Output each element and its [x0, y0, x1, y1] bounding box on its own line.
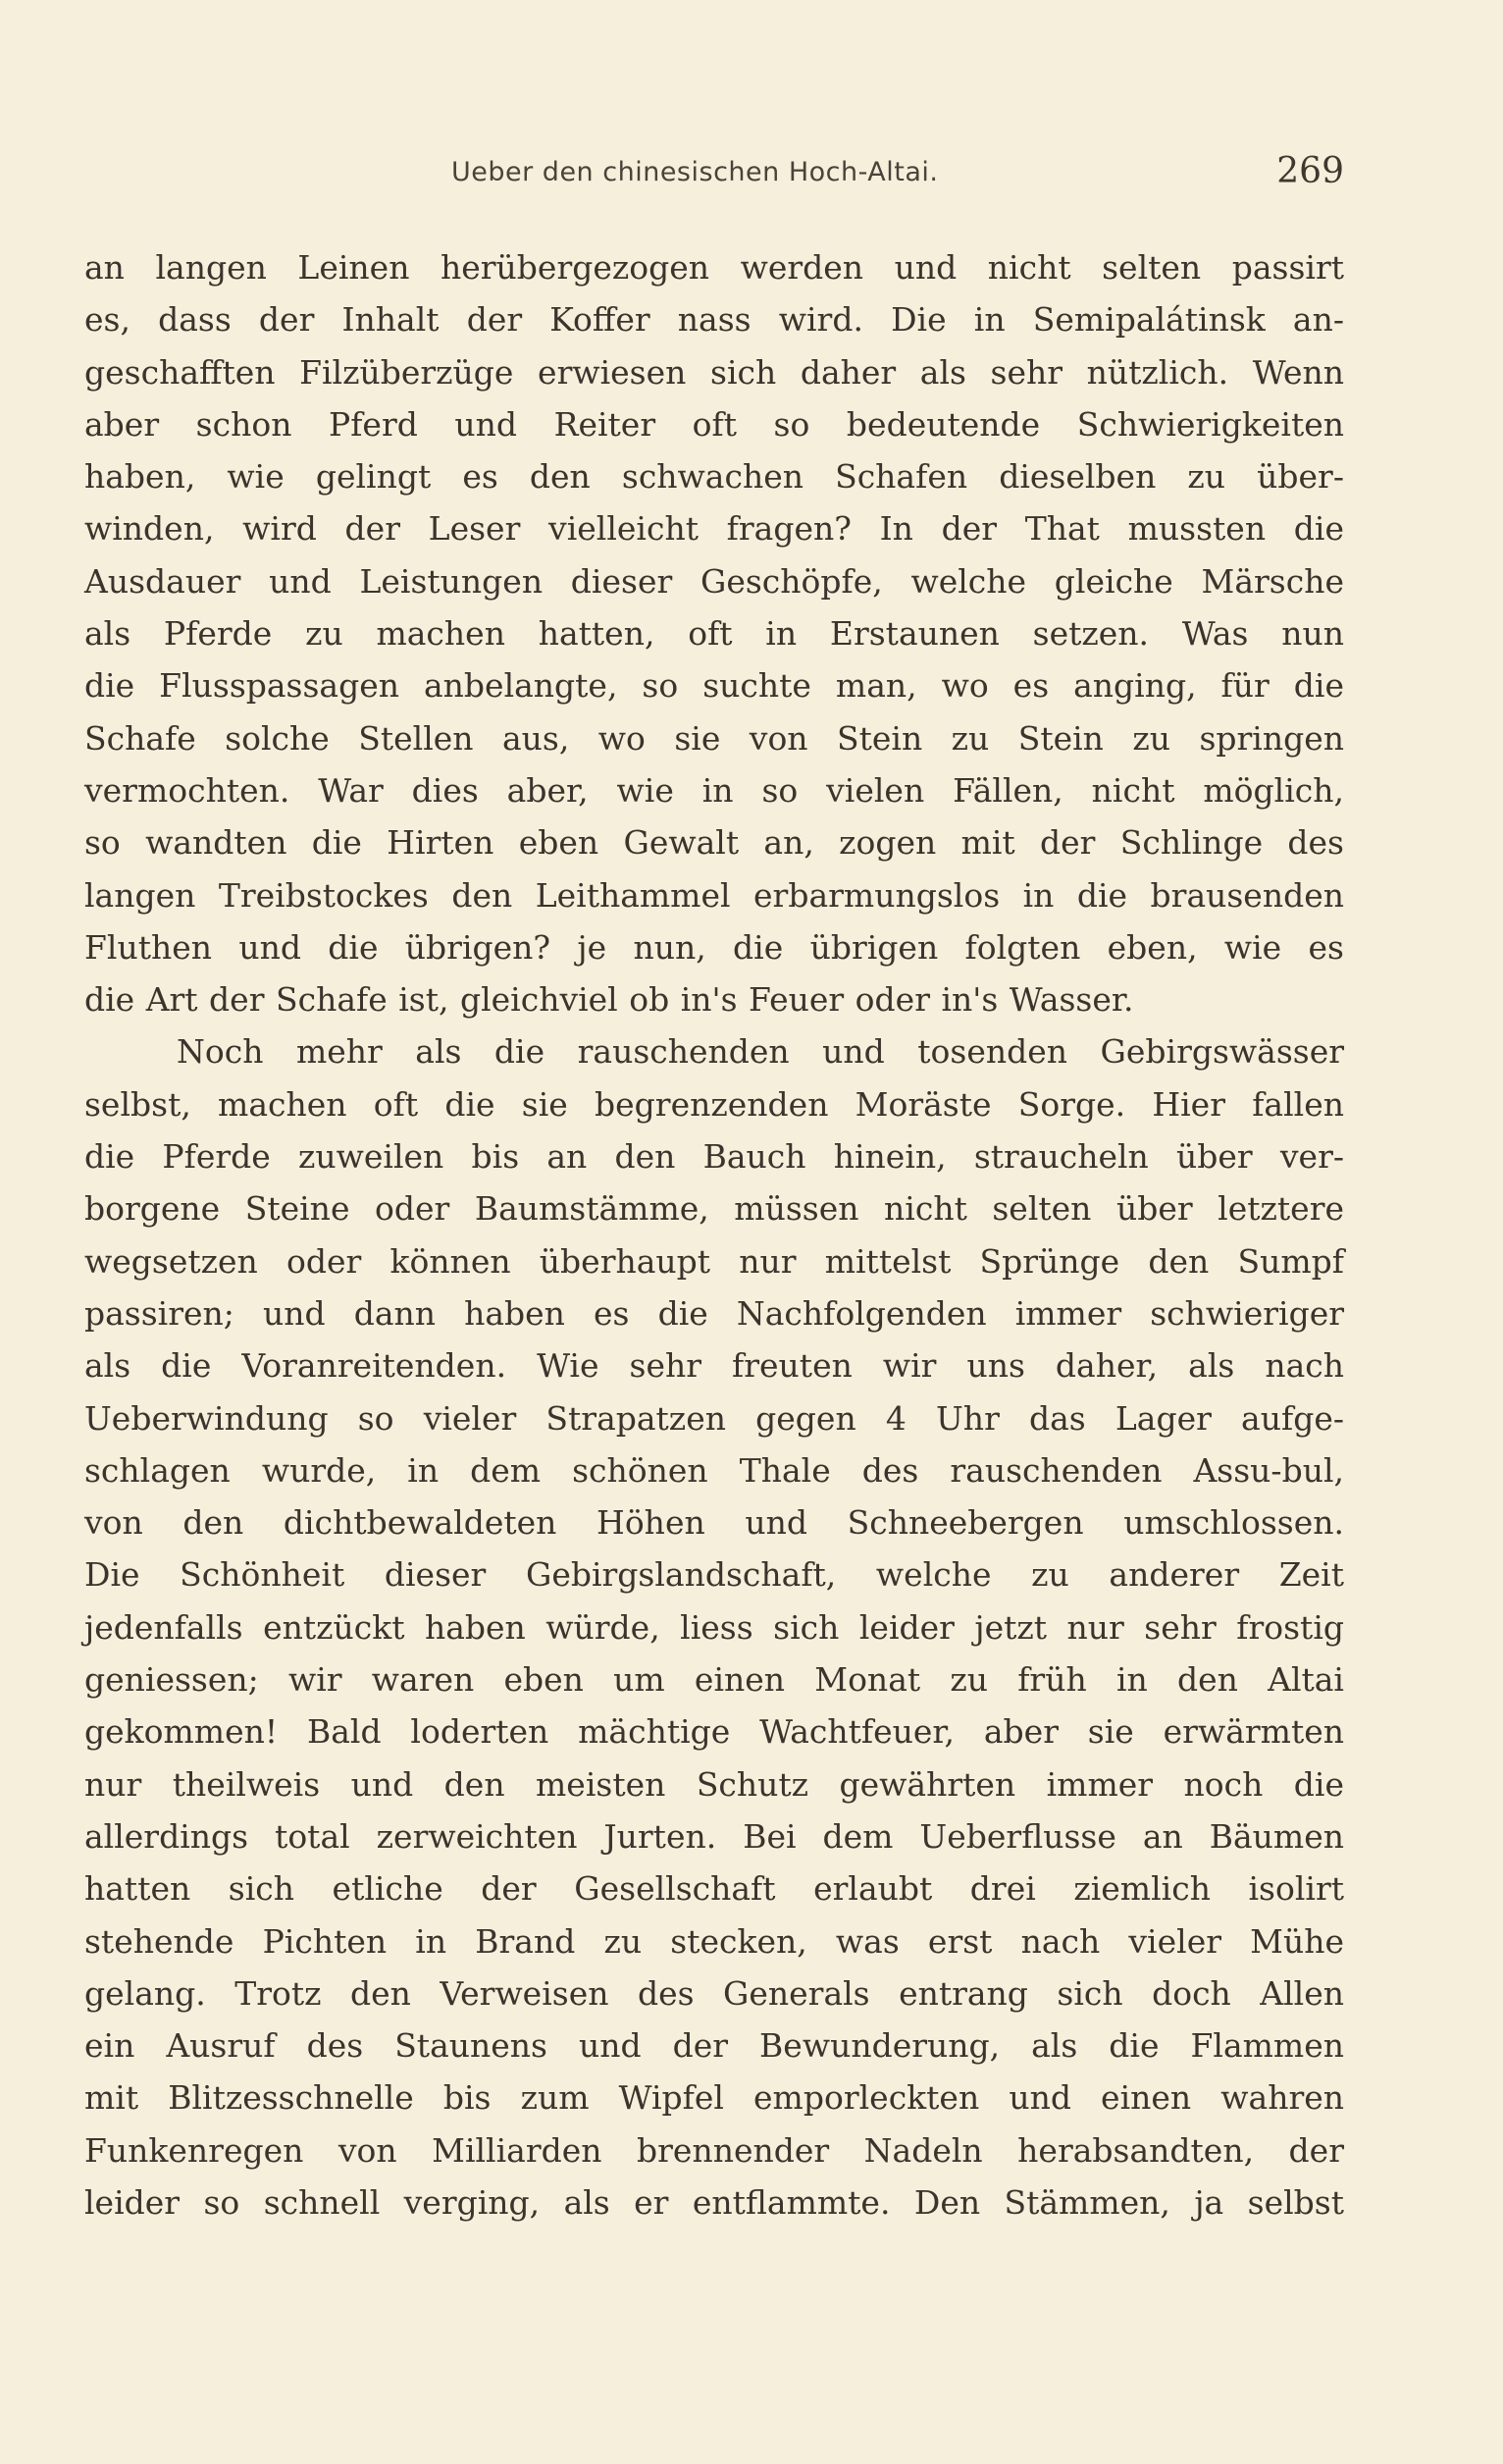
page-number: 269: [1276, 151, 1344, 191]
text-line: an langen Leinen herübergezogen werden und nicht selten passirt: [84, 248, 1344, 287]
text-line: jedenfalls entzückt haben würde, liess sich leider jetzt nur sehr frostig: [84, 1607, 1344, 1647]
text-line: winden, wird der Leser vielleicht fragen? In der That mussten die: [84, 509, 1344, 549]
text-line: geniessen; wir waren eben um einen Monat zu früh in den Altai: [84, 1660, 1344, 1700]
text-line: hatten sich etliche der Gesellschaft erlaubt drei ziemlich isolirt: [84, 1869, 1344, 1909]
text-line: die Art der Schafe ist, gleichviel ob in's Feuer oder in's Wasser.: [84, 980, 1134, 1020]
text-line: Ueberwindung so vieler Strapatzen gegen 4 Uhr das Lager aufge-: [84, 1398, 1344, 1438]
text-line: stehende Pichten in Brand zu stecken, was erst nach vieler Mühe: [84, 1921, 1344, 1961]
text-line: Fluthen und die übrigen? je nun, die übrigen folgten eben, wie es: [84, 927, 1344, 967]
text-line: gekommen! Bald loderten mächtige Wachtfeuer, aber sie erwärmten: [84, 1712, 1344, 1752]
text-line: als die Voranreitenden. Wie sehr freuten wir uns daher, als nach: [84, 1346, 1344, 1386]
text-line: aber schon Pferd und Reiter oft so bedeutende Schwierigkeiten: [84, 404, 1344, 444]
text-line: passiren; und dann haben es die Nachfolgenden immer schwieriger: [84, 1293, 1344, 1333]
text-line: so wandten die Hirten eben Gewalt an, zogen mit der Schlinge des: [84, 823, 1344, 863]
text-line: vermochten. War dies aber, wie in so vielen Fällen, nicht möglich,: [84, 770, 1344, 810]
text-line: Schafe solche Stellen aus, wo sie von Stein zu Stein zu springen: [84, 718, 1344, 758]
text-line: selbst, machen oft die sie begrenzenden Moräste Sorge. Hier fallen: [84, 1084, 1344, 1124]
body-text: [84, 241, 1344, 2228]
text-line: als Pferde zu machen hatten, oft in Erstaunen setzen. Was nun: [84, 614, 1344, 654]
text-line: es, dass der Inhalt der Koffer nass wird. Die in Semipalátinsk an-: [84, 300, 1344, 340]
text-line: ein Ausruf des Staunens und der Bewunderung, als die Flammen: [84, 2026, 1344, 2066]
text-line: leider so schnell verging, als er entflammte. Den Stämmen, ja selbst: [84, 2182, 1344, 2222]
text-line: schlagen wurde, in dem schönen Thale des rauschenden Assu-bul,: [84, 1450, 1344, 1490]
text-line: Ausdauer und Leistungen dieser Geschöpfe, welche gleiche Märsche: [84, 561, 1344, 601]
text-line: langen Treibstockes den Leithammel erbarmungslos in die brausenden: [84, 875, 1344, 915]
running-head: Ueber den chinesischen Hoch-Altai.: [451, 157, 939, 187]
text-line: Die Schönheit dieser Gebirgslandschaft, welche zu anderer Zeit: [84, 1555, 1344, 1595]
text-line: nur theilweis und den meisten Schutz gewährten immer noch die: [84, 1764, 1344, 1804]
text-line: allerdings total zerweichten Jurten. Bei dem Ueberflusse an Bäumen: [84, 1816, 1344, 1856]
text-line: Noch mehr als die rauschenden und tosenden Gebirgswässer: [177, 1032, 1344, 1072]
text-line: haben, wie gelingt es den schwachen Schafen dieselben zu über-: [84, 457, 1344, 497]
text-line: geschafften Filzüberzüge erwiesen sich daher als sehr nützlich. Wenn: [84, 352, 1344, 392]
text-line: Funkenregen von Milliarden brennender Nadeln herabsandten, der: [84, 2130, 1344, 2170]
text-line: die Flusspassagen anbelangte, so suchte man, wo es anging, für die: [84, 666, 1344, 706]
text-line: gelang. Trotz den Verweisen des Generals entrang sich doch Allen: [84, 1973, 1344, 2013]
text-line: von den dichtbewaldeten Höhen und Schneebergen umschlossen.: [84, 1503, 1344, 1543]
text-line: wegsetzen oder können überhaupt nur mittelst Sprünge den Sumpf: [84, 1241, 1344, 1281]
text-line: die Pferde zuweilen bis an den Bauch hinein, straucheln über ver-: [84, 1137, 1344, 1177]
page-header: [84, 145, 1344, 204]
text-line: borgene Steine oder Baumstämme, müssen nicht selten über letztere: [84, 1189, 1344, 1229]
text-line: mit Blitzesschnelle bis zum Wipfel emporleckten und einen wahren: [84, 2078, 1344, 2118]
